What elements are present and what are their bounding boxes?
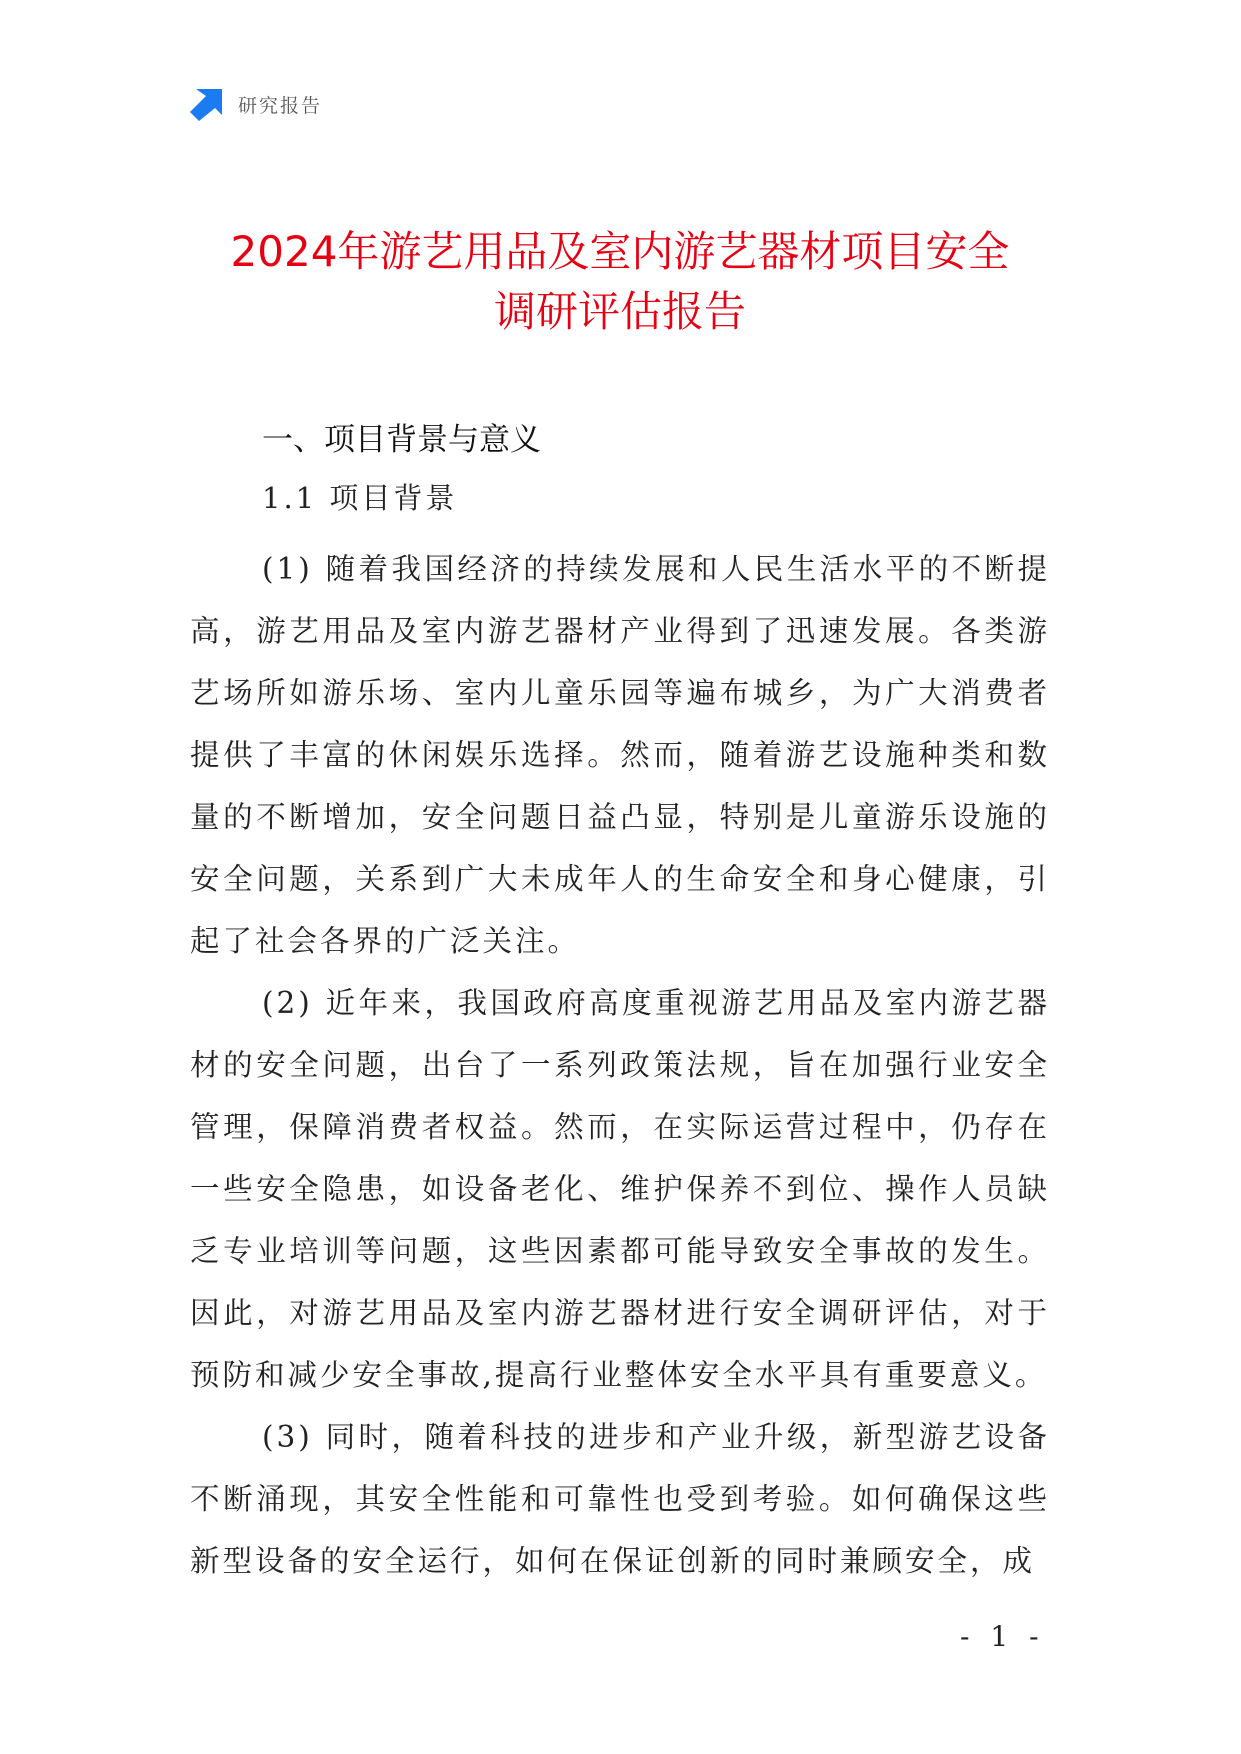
subsection-heading: 1.1 项目背景: [262, 481, 458, 515]
paragraph-1: (1) 随着我国经济的持续发展和人民生活水平的不断提高，游艺用品及室内游艺器材产业得到了迅速发展。各类游艺场所如游乐场、室内儿童乐园等遍布城乡，为广大消费者提供了丰富的休闲娱乐选择。然而，随着游艺设施种类和数量的不断增加，安全问题日益凸显，特别是儿童游乐设施的安全问题，关系到广大未成年人的生命安全和身心健康，引起了社会各界的广泛关注。: [190, 552, 1050, 958]
report-header: [190, 84, 322, 124]
title-line-1: 2024年游艺用品及室内游艺器材项目安全: [230, 227, 1010, 276]
arrow-up-right-icon: [190, 87, 224, 121]
document-title: [120, 222, 1120, 342]
title-line-2: 调研评估报告: [493, 287, 746, 336]
section-heading: 一、项目背景与意义: [262, 422, 541, 458]
header-label: 研究报告: [238, 94, 323, 117]
page-number: - 1 -: [960, 1620, 1045, 1653]
paragraph-2: (2) 近年来，我国政府高度重视游艺用品及室内游艺器材的安全问题，出台了一系列政策法规，旨在加强行业安全管理，保障消费者权益。然而，在实际运营过程中，仍存在一些安全隐患，如设备老化、维护保养不到位、操作人员缺乏专业培训等问题，这些因素都可能导致安全事故的发生。因此，对游艺用品及室内游艺器材进行安全调研评估，对于预防和减少安全事故,提高行业整体安全水平具有重要意义。: [190, 986, 1050, 1392]
paragraph-3: (3) 同时，随着科技的进步和产业升级，新型游艺设备不断涌现，其安全性能和可靠性也受到考验。如何确保这些新型设备的安全运行，如何在保证创新的同时兼顾安全，成: [190, 1420, 1050, 1578]
document-body: [190, 420, 1050, 1592]
